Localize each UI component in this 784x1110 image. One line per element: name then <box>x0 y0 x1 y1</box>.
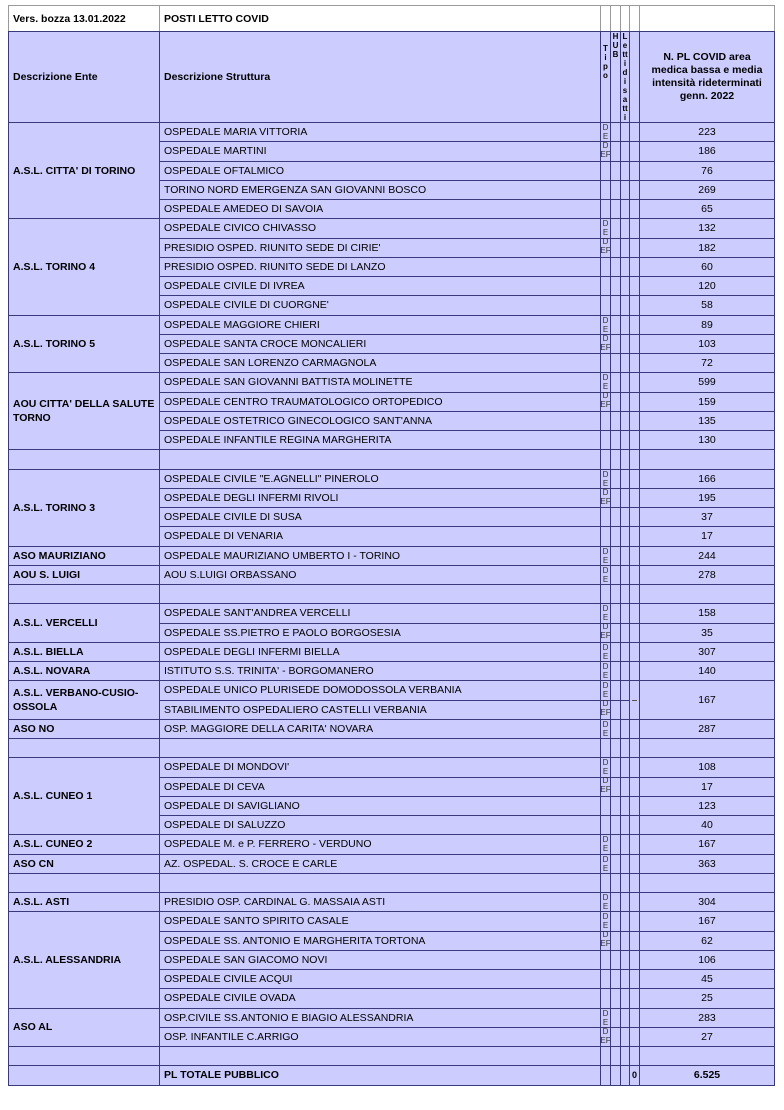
posti-letto-value <box>639 334 775 354</box>
struttura-name: OSPEDALE SS. ANTONIO E MARGHERITA TORTONA <box>164 934 426 947</box>
struttura-cell <box>159 854 601 874</box>
posti-letto-number: 158 <box>698 607 716 620</box>
tipo-code: DEDEF <box>600 1008 611 1045</box>
struttura-cell <box>159 488 601 508</box>
struttura-cell <box>159 315 601 335</box>
struttura-cell <box>159 969 601 989</box>
struttura-cell <box>159 546 601 566</box>
struttura-cell <box>159 161 601 181</box>
posti-letto-number: 89 <box>701 318 713 331</box>
ente-cell <box>8 757 160 835</box>
posti-letto-number: 167 <box>698 838 716 851</box>
struttura-name: PRESIDIO OSP. CARDINAL G. MASSAIA ASTI <box>164 896 386 909</box>
tipo-code: DE <box>602 642 609 661</box>
posti-letto-value <box>639 526 775 546</box>
struttura-name: TORINO NORD EMERGENZA SAN GIOVANNI BOSCO <box>164 183 427 196</box>
struttura-name: OSPEDALE MARIA VITTORIA <box>164 126 308 139</box>
ente-cell <box>8 892 160 912</box>
posti-letto-number: 106 <box>698 953 716 966</box>
blank-row-ente <box>8 738 160 758</box>
tipo-marks <box>600 218 611 315</box>
struttura-cell <box>159 141 601 161</box>
merged-flag-cell <box>629 680 640 720</box>
posti-letto-number: 17 <box>701 530 713 543</box>
struttura-cell <box>159 700 601 720</box>
title-cell <box>159 5 601 32</box>
tipo-marks <box>600 892 611 912</box>
posti-letto-number: 62 <box>701 934 713 947</box>
struttura-name: OSPEDALE SAN GIOVANNI BATTISTA MOLINETTE <box>164 376 413 389</box>
col-letti-label: Letti disatti <box>622 32 628 122</box>
tipo-code: DEDEF <box>600 219 611 256</box>
blank-row-struttura <box>159 873 601 893</box>
posti-letto-value <box>639 854 775 874</box>
blank-row-ente <box>8 584 160 604</box>
struttura-cell <box>159 950 601 970</box>
tipo-marks <box>600 680 611 720</box>
struttura-name: OSPEDALE CIVILE DI SUSA <box>164 511 302 524</box>
tipo-marks <box>600 546 611 566</box>
struttura-name: OSP. MAGGIORE DELLA CARITA' NOVARA <box>164 722 374 735</box>
posti-letto-value <box>639 161 775 181</box>
struttura-name: OSPEDALE DEGLI INFERMI BIELLA <box>164 645 340 658</box>
tipo-code: DEDEF <box>600 123 611 159</box>
ente-name: A.S.L. CUNEO 2 <box>13 838 93 851</box>
struttura-cell <box>159 603 601 623</box>
struttura-cell <box>159 430 601 450</box>
posti-letto-number: 166 <box>698 472 716 485</box>
posti-letto-number: 58 <box>701 299 713 312</box>
tipo-marks <box>600 469 611 547</box>
posti-letto-value <box>639 392 775 412</box>
ente-cell <box>8 661 160 681</box>
posti-letto-value <box>639 565 775 585</box>
total-value: 6.525 <box>693 1069 721 1082</box>
struttura-name: AZ. OSPEDAL. S. CROCE E CARLE <box>164 857 338 870</box>
struttura-name: OSPEDALE INFANTILE REGINA MARGHERITA <box>164 434 392 447</box>
struttura-name: PRESIDIO OSPED. RIUNITO SEDE DI LANZO <box>164 260 386 273</box>
col-tipo-label: Tipo <box>603 44 608 80</box>
tipo-code: DEDEF <box>600 758 611 795</box>
posti-letto-value <box>639 488 775 508</box>
struttura-cell <box>159 892 601 912</box>
tipo-code: DEDEF <box>600 373 611 410</box>
struttura-cell <box>159 218 601 238</box>
struttura-name: OSPEDALE M. e P. FERRERO - VERDUNO <box>164 838 372 851</box>
posti-letto-number: 123 <box>698 799 716 812</box>
tipo-marks <box>600 911 611 1008</box>
posti-letto-number: 195 <box>698 491 716 504</box>
tipo-marks <box>600 315 611 374</box>
struttura-cell <box>159 719 601 739</box>
struttura-cell <box>159 680 601 700</box>
struttura-name: OSPEDALE SAN GIACOMO NOVI <box>164 953 328 966</box>
posti-letto-number: 25 <box>701 992 713 1005</box>
posti-letto-value <box>639 757 775 777</box>
ente-cell <box>8 680 160 720</box>
tipo-code: DEDEF <box>600 912 611 949</box>
struttura-cell <box>159 988 601 1008</box>
col-hub-label: HUB <box>612 32 619 59</box>
struttura-cell <box>159 199 601 219</box>
posti-letto-value <box>639 257 775 277</box>
merge-dash <box>632 700 637 701</box>
struttura-name: PRESIDIO OSPED. RIUNITO SEDE DI CIRIE' <box>164 241 381 254</box>
ente-name: A.S.L. ALESSANDRIA <box>13 953 122 966</box>
struttura-cell <box>159 295 601 315</box>
total-value-cell <box>639 1065 775 1085</box>
struttura-name: OSPEDALE CIVILE DI IVREA <box>164 280 305 293</box>
struttura-name: OSPEDALE OSTETRICO GINECOLOGICO SANT'ANNA <box>164 414 433 427</box>
posti-letto-value <box>639 469 775 489</box>
struttura-name: OSPEDALE DI VENARIA <box>164 530 284 543</box>
struttura-cell <box>159 623 601 643</box>
posti-letto-number: 35 <box>701 626 713 639</box>
struttura-name: OSPEDALE DI CEVA <box>164 780 265 793</box>
struttura-name: ISTITUTO S.S. TRINITA' - BORGOMANERO <box>164 665 374 678</box>
posti-letto-number: 132 <box>698 222 716 235</box>
struttura-cell <box>159 642 601 662</box>
struttura-name: OSP.CIVILE SS.ANTONIO E BIAGIO ALESSANDRIA <box>164 1011 414 1024</box>
struttura-cell <box>159 392 601 412</box>
posti-letto-value <box>639 218 775 238</box>
tipo-code: DE <box>602 893 609 911</box>
posti-letto-value <box>639 911 775 931</box>
posti-letto-value <box>639 969 775 989</box>
tipo-marks <box>600 372 611 450</box>
struttura-name: OSPEDALE SANT'ANDREA VERCELLI <box>164 607 351 620</box>
blank-row-struttura <box>159 1046 601 1066</box>
posti-letto-number: 120 <box>698 280 716 293</box>
posti-letto-value <box>639 507 775 527</box>
ente-cell <box>8 834 160 854</box>
posti-letto-number: 363 <box>698 857 716 870</box>
tipo-marks <box>600 834 611 854</box>
struttura-cell <box>159 1027 601 1047</box>
posti-letto-number: 72 <box>701 357 713 370</box>
struttura-name: OSPEDALE AMEDEO DI SAVOIA <box>164 203 324 216</box>
ente-cell <box>8 719 160 739</box>
total-label-cell <box>159 1065 601 1085</box>
ente-cell <box>8 1008 160 1048</box>
col-npl-label: N. PL COVID area medica bassa e media intensità rideterminati genn. 2022 <box>651 51 763 102</box>
ente-cell <box>8 854 160 874</box>
posti-letto-value <box>639 892 775 912</box>
struttura-name: AOU S.LUIGI ORBASSANO <box>164 568 297 581</box>
total-ente-cell <box>8 1065 160 1085</box>
posti-letto-value <box>639 777 775 797</box>
ente-name: A.S.L. VERCELLI <box>13 617 98 629</box>
blank-row-struttura <box>159 584 601 604</box>
ente-name: ASO AL <box>13 1021 53 1034</box>
ente-name: A.S.L. CUNEO 1 <box>13 790 93 803</box>
blank-row-ente <box>8 449 160 469</box>
blank-row-num <box>639 584 775 604</box>
struttura-cell <box>159 815 601 835</box>
col-ente-label: Descrizione Ente <box>13 70 98 83</box>
blank-row-struttura <box>159 738 601 758</box>
posti-letto-value <box>639 680 775 720</box>
posti-letto-value <box>639 815 775 835</box>
struttura-name: STABILIMENTO OSPEDALIERO CASTELLI VERBANIA <box>164 703 427 716</box>
posti-letto-value <box>639 180 775 200</box>
posti-letto-value <box>639 642 775 662</box>
posti-letto-value <box>639 1008 775 1028</box>
posti-letto-number: 130 <box>698 434 716 447</box>
struttura-cell <box>159 122 601 142</box>
posti-letto-value <box>639 315 775 335</box>
struttura-cell <box>159 469 601 489</box>
posti-letto-number: 186 <box>698 145 716 158</box>
tipo-code: DE <box>602 854 609 873</box>
tipo-marks <box>600 661 611 681</box>
tipo-marks <box>600 565 611 585</box>
blank-row-num <box>639 738 775 758</box>
ente-name: ASO NO <box>13 722 55 735</box>
version-text: Vers. bozza 13.01.2022 <box>13 12 126 25</box>
blank-header-5 <box>639 5 775 32</box>
tipo-marks <box>600 1008 611 1048</box>
posti-letto-value <box>639 834 775 854</box>
ente-cell <box>8 218 160 315</box>
posti-letto-number: 60 <box>701 260 713 273</box>
posti-letto-value <box>639 603 775 623</box>
ente-name: AOU S. LUIGI <box>13 568 81 581</box>
posti-letto-number: 27 <box>701 1030 713 1043</box>
posti-letto-number: 599 <box>698 376 716 389</box>
struttura-cell <box>159 661 601 681</box>
struttura-cell <box>159 526 601 546</box>
tipo-code: DEDEF <box>600 681 611 718</box>
tipo-code: DE <box>602 835 609 854</box>
posti-letto-value <box>639 931 775 951</box>
struttura-name: OSPEDALE CIVILE ACQUI <box>164 973 293 986</box>
posti-letto-number: 167 <box>698 694 716 706</box>
posti-letto-number: 269 <box>698 183 716 196</box>
ente-cell <box>8 546 160 566</box>
struttura-cell <box>159 353 601 373</box>
tipo-marks <box>600 757 611 835</box>
struttura-cell <box>159 911 601 931</box>
posti-letto-number: 223 <box>698 126 716 139</box>
posti-letto-number: 283 <box>698 1011 716 1024</box>
posti-letto-number: 182 <box>698 241 716 254</box>
col-header-npl <box>639 31 775 123</box>
struttura-name: OSP. INFANTILE C.ARRIGO <box>164 1030 299 1043</box>
struttura-name: OSPEDALE SANTA CROCE MONCALIERI <box>164 337 367 350</box>
struttura-name: OSPEDALE MAGGIORE CHIERI <box>164 318 320 331</box>
posti-letto-number: 65 <box>701 203 713 216</box>
ente-name: A.S.L. TORINO 3 <box>13 501 96 514</box>
posti-letto-number: 159 <box>698 395 716 408</box>
ente-name: A.S.L. NOVARA <box>13 665 91 678</box>
ente-cell <box>8 911 160 1008</box>
ente-name: ASO MAURIZIANO <box>13 549 106 562</box>
struttura-cell <box>159 238 601 258</box>
tipo-code: DEDEF <box>600 315 611 352</box>
posti-letto-number: 103 <box>698 337 716 350</box>
struttura-name: OSPEDALE SAN LORENZO CARMAGNOLA <box>164 357 377 370</box>
tipo-marks <box>600 642 611 662</box>
tipo-marks <box>600 854 611 874</box>
posti-letto-number: 278 <box>698 568 716 581</box>
ente-cell <box>8 469 160 547</box>
tipo-code: DEDEF <box>600 604 611 641</box>
struttura-name: OSPEDALE CENTRO TRAUMATOLOGICO ORTOPEDICO <box>164 395 443 408</box>
ente-name: A.S.L. BIELLA <box>13 645 84 658</box>
posti-letto-value <box>639 623 775 643</box>
posti-letto-value <box>639 1027 775 1047</box>
struttura-cell <box>159 777 601 797</box>
posti-letto-value <box>639 796 775 816</box>
blank-row-struttura <box>159 449 601 469</box>
blank-row-ente <box>8 1046 160 1066</box>
ente-name: ASO CN <box>13 857 54 870</box>
tipo-marks <box>600 603 611 643</box>
posti-letto-number: 37 <box>701 511 713 524</box>
struttura-cell <box>159 1008 601 1028</box>
tipo-code: DE <box>602 546 609 565</box>
ente-cell <box>8 642 160 662</box>
blank-row-num <box>639 449 775 469</box>
col-struttura-label: Descrizione Struttura <box>164 70 271 83</box>
sheet-title: POSTI LETTO COVID <box>164 12 269 25</box>
struttura-name: OSPEDALE CIVICO CHIVASSO <box>164 222 317 235</box>
ente-cell <box>8 372 160 450</box>
posti-letto-number: 287 <box>698 722 716 735</box>
posti-letto-value <box>639 276 775 296</box>
posti-letto-number: 108 <box>698 761 716 774</box>
tipo-marks <box>600 719 611 739</box>
struttura-name: OSPEDALE CIVILE "E.AGNELLI" PINEROLO <box>164 472 379 485</box>
ente-name: A.S.L. TORINO 4 <box>13 260 96 273</box>
struttura-cell <box>159 180 601 200</box>
posti-letto-value <box>639 199 775 219</box>
posti-letto-number: 40 <box>701 819 713 832</box>
posti-letto-number: 45 <box>701 973 713 986</box>
posti-letto-value <box>639 546 775 566</box>
posti-letto-value <box>639 661 775 681</box>
struttura-cell <box>159 796 601 816</box>
ente-name: A.S.L. ASTI <box>13 896 70 909</box>
struttura-name: OSPEDALE DI SAVIGLIANO <box>164 799 300 812</box>
posti-letto-value <box>639 988 775 1008</box>
tipo-code: DE <box>602 565 609 584</box>
col-header-struttura <box>159 31 601 123</box>
posti-letto-value <box>639 122 775 142</box>
ente-name: A.S.L. CITTA' DI TORINO <box>13 164 136 177</box>
struttura-name: OSPEDALE OFTALMICO <box>164 164 284 177</box>
tipo-code: DE <box>602 719 609 738</box>
struttura-cell <box>159 565 601 585</box>
posti-letto-value <box>639 353 775 373</box>
blank-row-num <box>639 1046 775 1066</box>
struttura-name: OSPEDALE CIVILE DI CUORGNE' <box>164 299 329 312</box>
struttura-name: OSPEDALE MAURIZIANO UMBERTO I - TORINO <box>164 549 401 562</box>
ente-cell <box>8 315 160 374</box>
struttura-name: OSPEDALE DI SALUZZO <box>164 819 286 832</box>
posti-letto-value <box>639 372 775 392</box>
ente-name: A.S.L. VERBANO-CUSIO-OSSOLA <box>13 687 139 713</box>
posti-letto-value <box>639 295 775 315</box>
struttura-cell <box>159 334 601 354</box>
tipo-code: DEDEF <box>600 469 611 506</box>
struttura-cell <box>159 257 601 277</box>
posti-letto-number: 140 <box>698 665 716 678</box>
struttura-cell <box>159 411 601 431</box>
posti-letto-value <box>639 238 775 258</box>
blank-row-ente <box>8 873 160 893</box>
tipo-code: DE <box>602 662 609 680</box>
tipo-marks <box>600 122 611 219</box>
spreadsheet <box>8 5 775 1088</box>
posti-letto-value <box>639 950 775 970</box>
posti-letto-value <box>639 411 775 431</box>
total-label: PL TOTALE PUBBLICO <box>164 1069 279 1082</box>
posti-letto-number: 244 <box>698 549 716 562</box>
ente-cell <box>8 122 160 219</box>
struttura-cell <box>159 372 601 392</box>
posti-letto-value <box>639 141 775 161</box>
total-zero: 0 <box>631 1070 637 1081</box>
struttura-name: OSPEDALE MARTINI <box>164 145 267 158</box>
struttura-name: OSPEDALE DEGLI INFERMI RIVOLI <box>164 491 339 504</box>
struttura-name: OSPEDALE SS.PIETRO E PAOLO BORGOSESIA <box>164 626 401 639</box>
struttura-name: OSPEDALE UNICO PLURISEDE DOMODOSSOLA VERBANIA <box>164 684 462 697</box>
struttura-name: OSPEDALE DI MONDOVI' <box>164 761 290 774</box>
posti-letto-number: 135 <box>698 414 716 427</box>
ente-cell <box>8 603 160 643</box>
struttura-cell <box>159 757 601 777</box>
ente-name: AOU CITTA' DELLA SALUTE TORNO <box>13 398 155 425</box>
posti-letto-number: 307 <box>698 645 716 658</box>
ente-name: A.S.L. TORINO 5 <box>13 337 96 350</box>
version-cell <box>8 5 160 32</box>
struttura-cell <box>159 931 601 951</box>
struttura-cell <box>159 276 601 296</box>
posti-letto-number: 76 <box>701 164 713 177</box>
col-header-ente <box>8 31 160 123</box>
struttura-name: OSPEDALE SANTO SPIRITO CASALE <box>164 915 349 928</box>
struttura-cell <box>159 507 601 527</box>
ente-cell <box>8 565 160 585</box>
posti-letto-number: 167 <box>698 915 716 928</box>
posti-letto-value <box>639 719 775 739</box>
posti-letto-number: 17 <box>701 780 713 793</box>
posti-letto-number: 304 <box>698 896 716 909</box>
struttura-cell <box>159 834 601 854</box>
struttura-name: OSPEDALE CIVILE OVADA <box>164 992 296 1005</box>
blank-row-num <box>639 873 775 893</box>
posti-letto-value <box>639 430 775 450</box>
